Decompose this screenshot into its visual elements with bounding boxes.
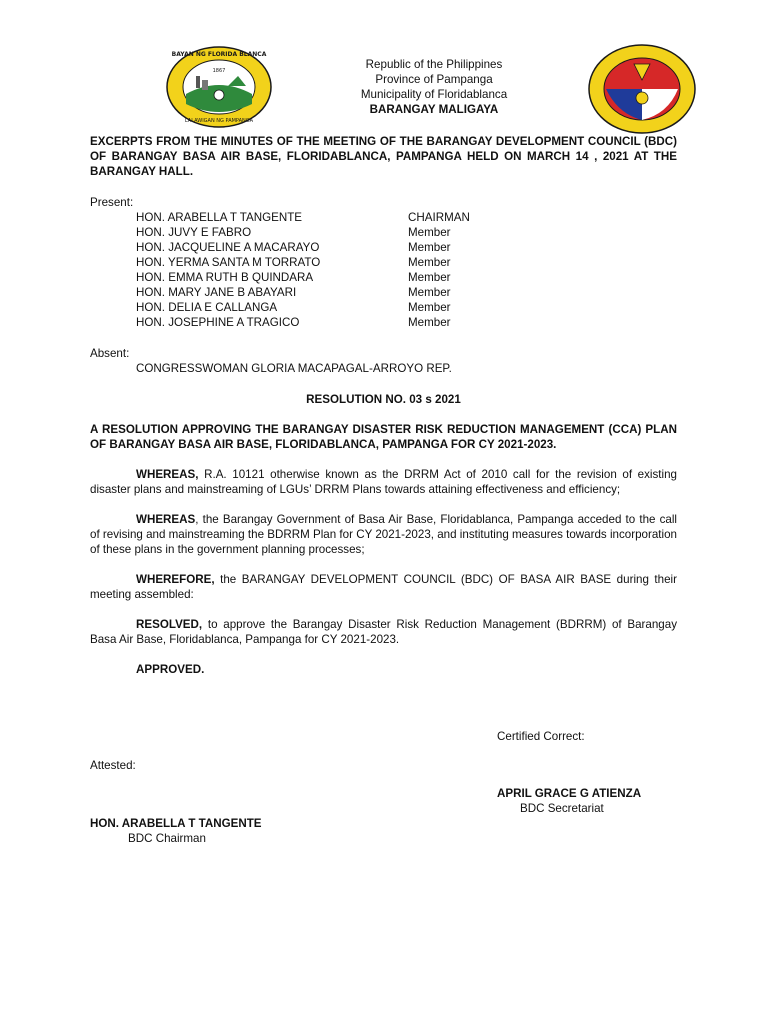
absent-label: Absent: bbox=[90, 347, 130, 360]
minutes-intro: EXCERPTS FROM THE MINUTES OF THE MEETING OF THE BARANGAY DEVELOPMENT COUNCIL (BDC) OF BARANGAY BASA AIR BASE, FLORIDABLANCA, PAMPANGA HELD ON MARCH 14 , 2021 AT THE BARANGAY HALL. bbox=[90, 135, 677, 178]
attendee-row bbox=[90, 300, 677, 315]
present-label: Present: bbox=[90, 196, 134, 209]
attendee-row bbox=[90, 285, 677, 300]
attendee-role: Member bbox=[408, 316, 451, 329]
chairman-name: HON. ARABELLA T TANGENTE bbox=[90, 817, 262, 830]
paragraph-lead: WHEREAS bbox=[136, 513, 196, 526]
absent-name: CONGRESSWOMAN GLORIA MACAPAGAL-ARROYO REP. bbox=[136, 362, 452, 375]
attendee-name: HON. YERMA SANTA M TORRATO bbox=[136, 256, 321, 269]
attendee-name: HON. EMMA RUTH B QUINDARA bbox=[136, 271, 314, 284]
whereas-paragraph-2 bbox=[90, 512, 677, 557]
attendee-role: Member bbox=[408, 256, 451, 269]
svg-text:1867: 1867 bbox=[212, 68, 226, 74]
letterhead-barangay: BARANGAY MALIGAYA bbox=[369, 103, 499, 116]
attendee-role: Member bbox=[408, 301, 451, 314]
svg-text:BAYAN NG FLORIDA BLANCA: BAYAN NG FLORIDA BLANCA bbox=[171, 51, 267, 58]
attendee-row bbox=[90, 270, 677, 285]
attendee-list bbox=[90, 210, 677, 330]
approved-label: APPROVED. bbox=[136, 663, 205, 676]
attendee-name: HON. ARABELLA T TANGENTE bbox=[136, 211, 303, 224]
paragraph-text: R.A. 10121 otherwise known as the DRRM Act of 2010 call for the revision of existing disaster plans and mainstreaming of LGUs’ DRRM Plans towards attaining effectiveness and efficiency; bbox=[90, 468, 677, 496]
letterhead-municipality: Municipality of Floridablanca bbox=[360, 88, 508, 101]
attendee-name: HON. DELIA E CALLANGA bbox=[136, 301, 278, 314]
svg-text:LALAWIGAN NG PAMPANGA: LALAWIGAN NG PAMPANGA bbox=[184, 118, 254, 124]
attendee-name: HON. JACQUELINE A MACARAYO bbox=[136, 241, 320, 254]
paragraph-lead: RESOLVED, bbox=[136, 618, 203, 631]
letterhead-country: Republic of the Philippines bbox=[365, 58, 503, 71]
attendee-role: CHAIRMAN bbox=[408, 211, 470, 224]
attendee-name: HON. JUVY E FABRO bbox=[136, 226, 252, 239]
attendee-role: Member bbox=[408, 271, 451, 284]
paragraph-text: the BARANGAY DEVELOPMENT COUNCIL (BDC) OF BASA AIR BASE during their meeting assembled: bbox=[90, 573, 677, 601]
secretary-title: BDC Secretariat bbox=[520, 802, 604, 815]
attendee-role: Member bbox=[408, 286, 451, 299]
attendee-role: Member bbox=[408, 226, 451, 239]
wherefore-paragraph bbox=[90, 572, 677, 602]
attendee-row bbox=[90, 210, 677, 225]
letterhead-province: Province of Pampanga bbox=[375, 73, 493, 86]
secretary-name: APRIL GRACE G ATIENZA bbox=[497, 787, 642, 800]
paragraph-text: to approve the Barangay Disaster Risk Reduction Management (BDRRM) of Barangay Basa Air Base, Floridablanca, Pampanga for CY 2021-2023. bbox=[90, 618, 677, 646]
attendee-name: HON. JOSEPHINE A TRAGICO bbox=[136, 316, 300, 329]
attendee-role: Member bbox=[408, 241, 451, 254]
chairman-title: BDC Chairman bbox=[128, 832, 206, 845]
attendee-name: HON. MARY JANE B ABAYARI bbox=[136, 286, 297, 299]
certified-correct-label: Certified Correct: bbox=[497, 730, 585, 743]
document-body bbox=[90, 134, 677, 677]
paragraph-lead: WHEREFORE, bbox=[136, 573, 215, 586]
resolution-title: A RESOLUTION APPROVING THE BARANGAY DISASTER RISK REDUCTION MANAGEMENT (CCA) PLAN OF BARANGAY BASA AIR BASE, FLORIDABLANCA, PAMPANGA FOR CY 2021-2023. bbox=[90, 423, 677, 451]
whereas-paragraph-1 bbox=[90, 467, 677, 497]
attested-label: Attested: bbox=[90, 759, 136, 772]
barangay-seal-logo bbox=[588, 44, 696, 134]
attendee-row bbox=[90, 225, 677, 240]
attendee-row bbox=[90, 255, 677, 270]
resolved-paragraph bbox=[90, 617, 677, 647]
paragraph-text: , the Barangay Government of Basa Air Base, Floridablanca, Pampanga acceded to the call of revising and mainstreaming the BDRRM Plan for CY 2021-2023, and instituting measures towards incorporation of these plans in the government planning processes; bbox=[90, 513, 677, 556]
resolution-number: RESOLUTION NO. 03 s 2021 bbox=[306, 393, 461, 406]
attendee-row bbox=[90, 240, 677, 255]
attendee-row bbox=[90, 315, 677, 330]
paragraph-lead: WHEREAS, bbox=[136, 468, 199, 481]
